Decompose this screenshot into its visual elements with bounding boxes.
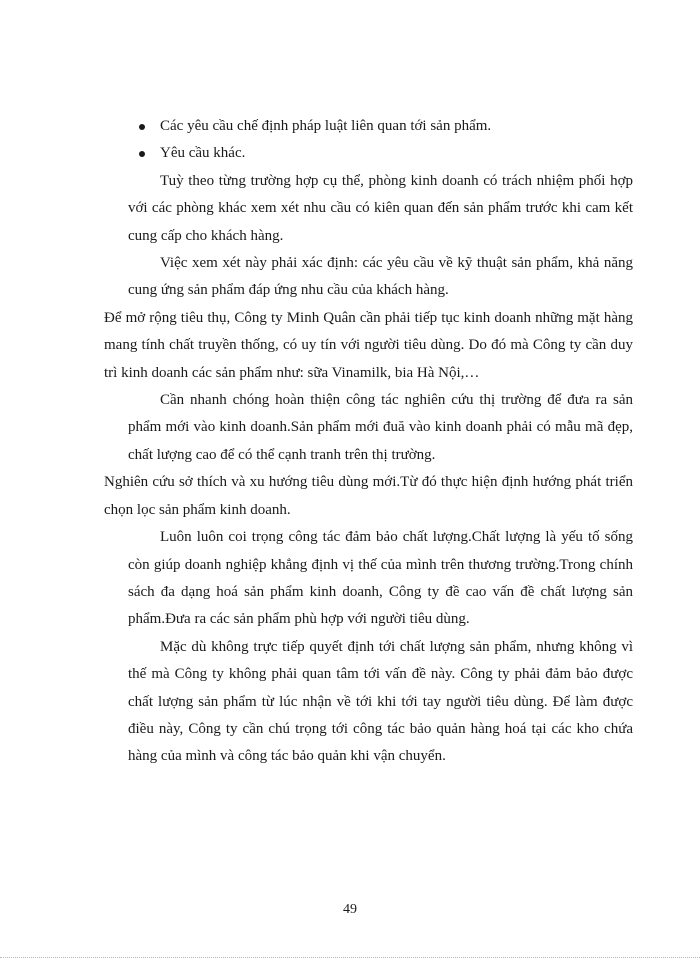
- bullet-text: Yêu cầu khác.: [160, 145, 246, 162]
- bullet-dot-icon: [139, 124, 145, 130]
- paragraph: Việc xem xét này phải xác định: các yêu cầu về kỹ thuật sản phẩm, khả năng cung ứng sản phẩm đáp ứng nhu cầu của khách hàng.: [128, 255, 633, 299]
- page-bottom-divider: [0, 957, 700, 958]
- page-number: 49: [343, 902, 357, 917]
- bullet-item: [128, 140, 633, 167]
- body-text: [104, 113, 633, 771]
- bullet-dot-icon: [139, 151, 145, 157]
- paragraph: Để mở rộng tiêu thụ, Công ty Minh Quân cần phải tiếp tục kinh doanh những mặt hàng mang tính chất truyền thống, có uy tín với người tiêu dùng. Do đó mà Công ty cần duy trì kinh doanh các sản phẩm như: sữa Vinamilk, bia Hà Nội,…: [104, 309, 633, 381]
- bullet-item: [128, 113, 633, 140]
- paragraph: Mặc dù không trực tiếp quyết định tới chất lượng sản phẩm, nhưng không vì thế mà Công ty không phải quan tâm tới vấn đề này. Công ty phải đảm bảo được chất lượng sản phẩm từ lúc nhận về tới khi tới tay người tiêu dùng. Để làm được điều này, Công ty cần chú trọng tới công tác bảo quản hàng hoá tại các kho chứa hàng của mình và công tác bảo quản khi vận chuyển.: [128, 638, 633, 765]
- paragraph: Cần nhanh chóng hoàn thiện công tác nghiên cứu thị trường để đưa ra sản phẩm mới vào kinh doanh.Sản phẩm mới đuă vào kinh doanh phải có mẫu mã đẹp, chất lượng cao để có thể cạnh tranh trên thị trường.: [128, 392, 633, 463]
- paragraph: Tuỳ theo từng trường hợp cụ thể, phòng kinh doanh có trách nhiệm phối hợp với các phòng khác xem xét nhu cầu có kiên quan đến sản phẩm trước khi cam kết cung cấp cho khách hàng.: [128, 172, 633, 244]
- paragraph: Nghiên cứu sở thích và xu hướng tiêu dùng mới.Từ đó thực hiện định hướng phát triển chọn lọc sản phẩm kinh doanh.: [104, 474, 633, 518]
- bullet-text: Các yêu cầu chế định pháp luật liên quan tới sản phẩm.: [160, 118, 492, 134]
- paragraph: Luôn luôn coi trọng công tác đảm bảo chất lượng.Chất lượng là yếu tố sống còn giúp doanh nghiệp khẳng định vị thế của mình trên thương trường.Trong chính sách đa dạng hoá sản phẩm kinh doanh, Công ty đề cao vấn đề chất lượng sản phẩm.Đưa ra các sản phẩm phù hợp với người tiêu dùng.: [128, 529, 633, 628]
